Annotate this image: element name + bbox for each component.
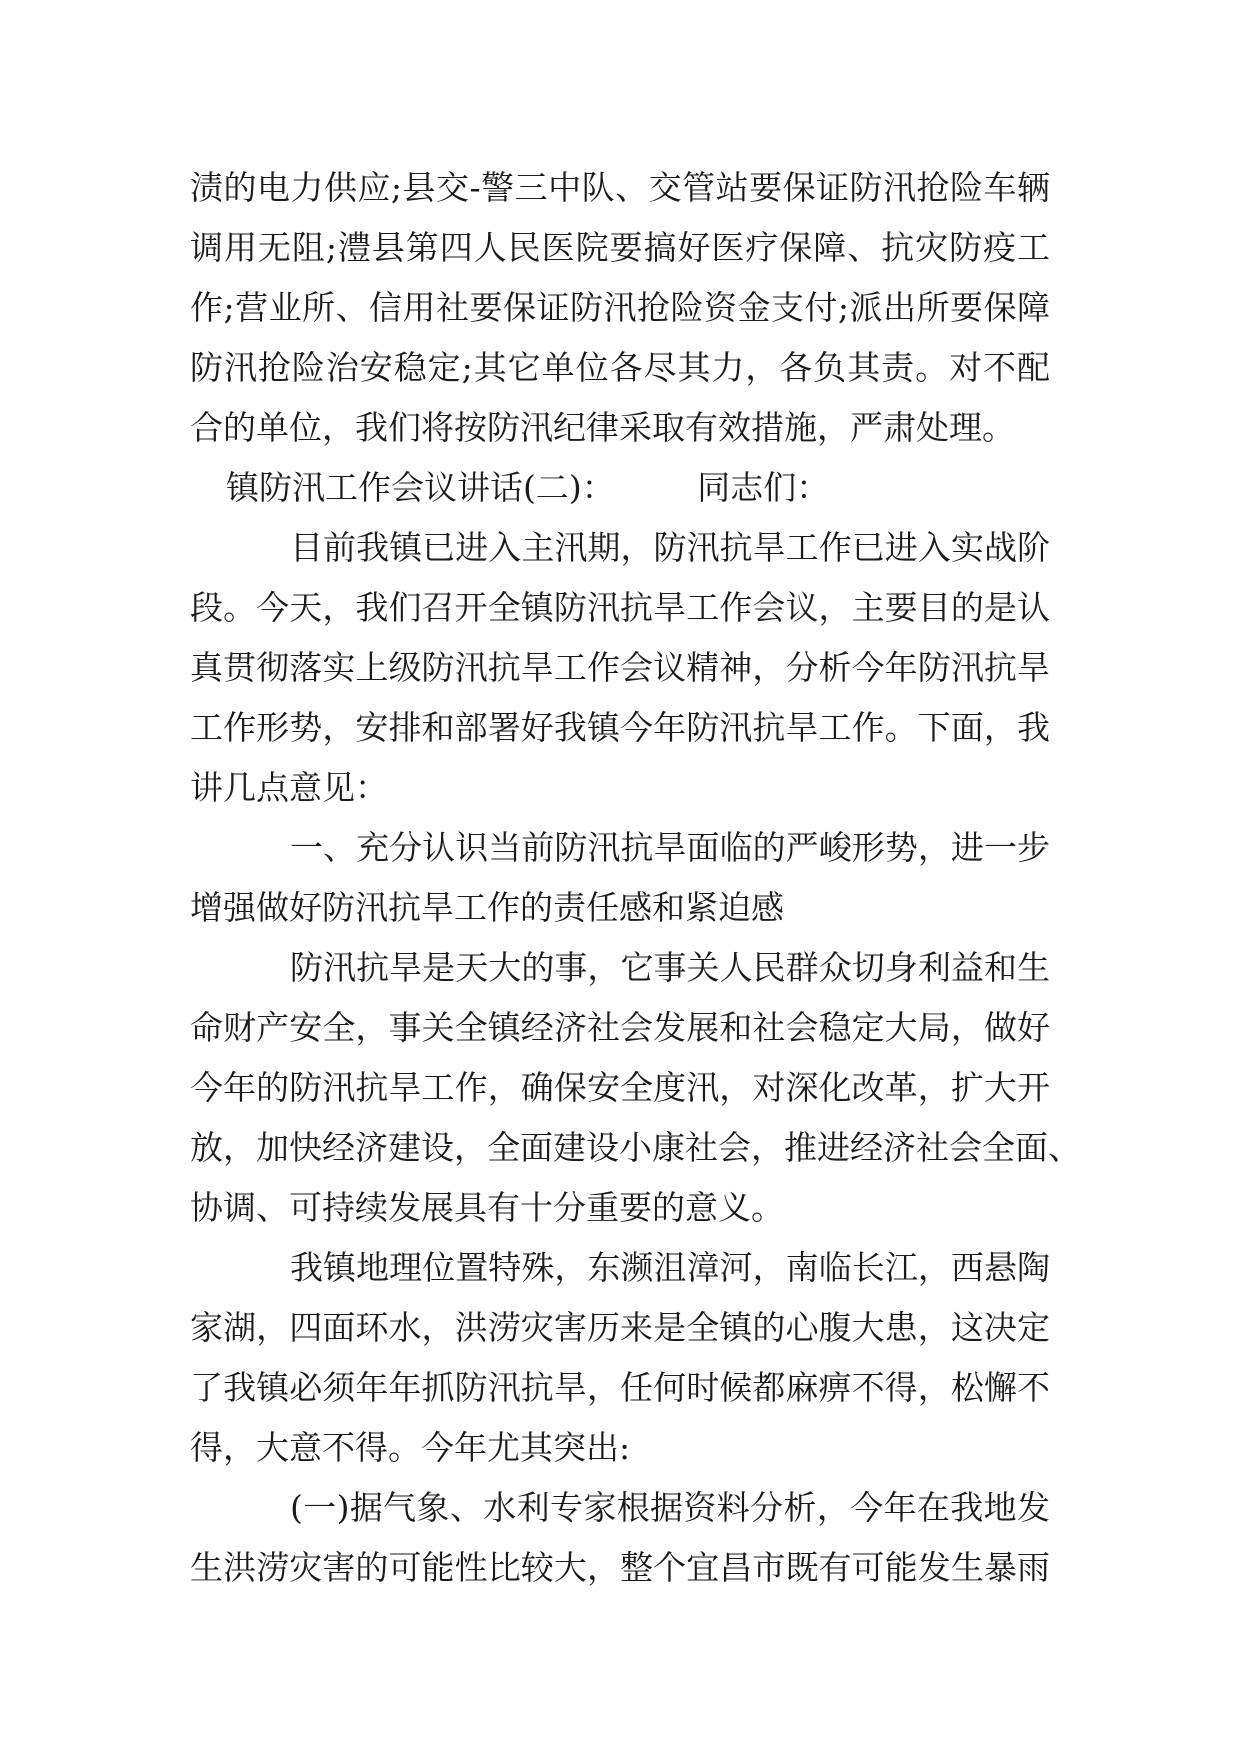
text-line: 渍的电力供应;县交-警三中队、交管站要保证防汛抢险车辆: [190, 168, 1050, 207]
text-line: 目前我镇已进入主汛期，防汛抗旱工作已进入实战阶: [290, 528, 1050, 567]
text-line: 得，大意不得。今年尤其突出:: [190, 1428, 631, 1467]
text-line: 生洪涝灾害的可能性比较大，整个宜昌市既有可能发生暴雨: [190, 1548, 1050, 1587]
text-line: 了我镇必须年年抓防汛抗旱，任何时候都麻痹不得，松懈不: [190, 1368, 1050, 1407]
text-line: 合的单位，我们将按防汛纪律采取有效措施，严肃处理。: [190, 408, 1015, 447]
text-line: 段。今天，我们召开全镇防汛抗旱工作会议，主要目的是认: [190, 588, 1050, 627]
text-line: 讲几点意见：: [190, 768, 388, 807]
text-line: 防汛抗旱是天大的事，它事关人民群众切身利益和生: [290, 948, 1050, 987]
text-line: 工作形势，安排和部署好我镇今年防汛抗旱工作。下面，我: [190, 708, 1050, 747]
text-line: 防汛抢险治安稳定;其它单位各尽其力，各负其责。对不配: [190, 348, 1050, 387]
text-line: 协调、可持续发展具有十分重要的意义。: [190, 1188, 784, 1227]
section-heading: 镇防汛工作会议讲话(二)： 同志们：: [226, 468, 830, 507]
document-body: [190, 158, 1081, 1598]
text-line: 调用无阻;澧县第四人民医院要搞好医疗保障、抗灾防疫工: [190, 228, 1050, 267]
text-line: 作;营业所、信用社要保证防汛抢险资金支付;派出所要保障: [190, 288, 1050, 327]
text-line: (一)据气象、水利专家根据资料分析，今年在我地发: [290, 1488, 1050, 1527]
text-line: 家湖，四面环水，洪涝灾害历来是全镇的心腹大患，这决定: [190, 1308, 1050, 1347]
text-line: 真贯彻落实上级防汛抗旱工作会议精神，分析今年防汛抗旱: [190, 648, 1050, 687]
subheading-line: 一、充分认识当前防汛抗旱面临的严峻形势，进一步: [290, 828, 1050, 867]
text-line: 放，加快经济建设，全面建设小康社会，推进经济社会全面、: [190, 1128, 1081, 1167]
subheading-line: 增强做好防汛抗旱工作的责任感和紧迫感: [190, 888, 784, 927]
text-line: 今年的防汛抗旱工作，确保安全度汛，对深化改革，扩大开: [190, 1068, 1050, 1107]
text-line: 我镇地理位置特殊，东濒沮漳河，南临长江，西悬陶: [290, 1248, 1050, 1287]
text-line: 命财产安全，事关全镇经济社会发展和社会稳定大局，做好: [190, 1008, 1050, 1047]
